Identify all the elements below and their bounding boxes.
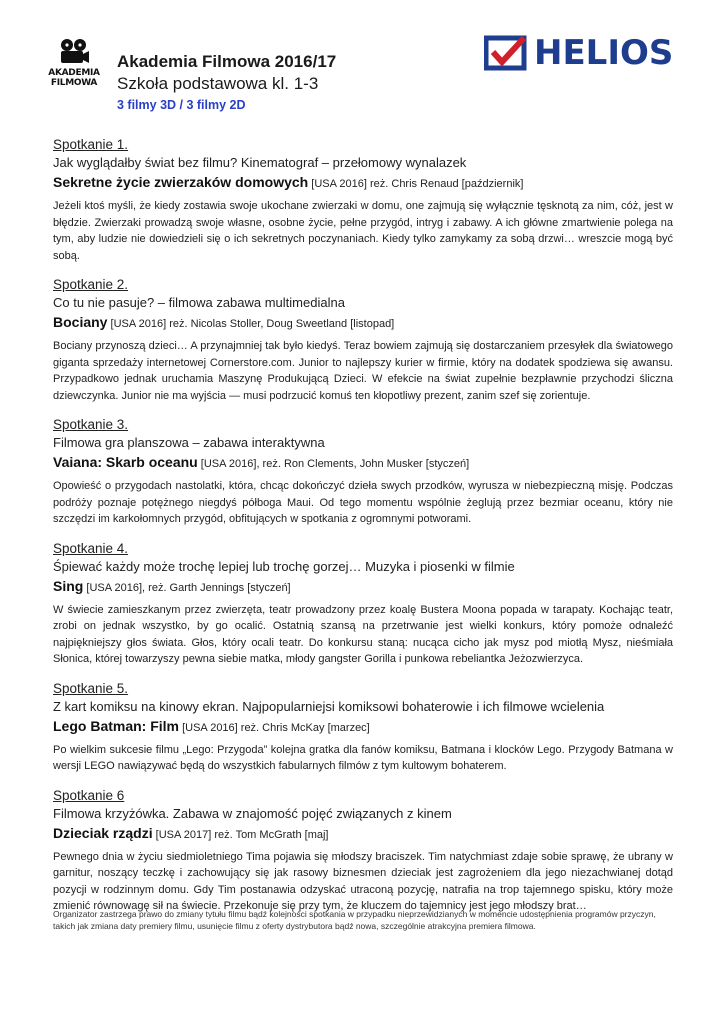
meeting-title: Spotkanie 6 xyxy=(53,787,125,803)
film-info xyxy=(53,576,673,598)
program-content xyxy=(53,136,673,927)
film-title: Dzieciak rządzi xyxy=(53,824,153,841)
akademia-filmowa-logo xyxy=(44,38,104,100)
meeting-section xyxy=(53,276,673,404)
meeting-theme: Co tu nie pasuje? – filmowa zabawa multimedialna xyxy=(53,295,345,310)
film-info xyxy=(53,452,673,474)
page-header xyxy=(44,33,697,118)
meeting-theme: Śpiewać każdy może trochę lepiej lub trochę gorzej… Muzyka i piosenki w filmie xyxy=(53,558,515,574)
helios-logo xyxy=(484,35,697,71)
meeting-theme: Filmowa krzyżówka. Zabawa w znajomość pojęć związanych z kinem xyxy=(53,805,452,821)
film-meta: [USA 2016] reż. Nicolas Stoller, Doug Sweetland [listopad] xyxy=(107,318,395,330)
films-count: 3 filmy 3D / 3 filmy 2D xyxy=(117,98,246,112)
film-meta: [USA 2016] reż. Chris Renaud [październik] xyxy=(308,178,524,190)
meeting-section xyxy=(53,416,673,528)
logo-word-top: AKADEMIA xyxy=(48,68,100,78)
film-title: Bociany xyxy=(53,314,108,330)
footer-disclaimer: Organizator zastrzega prawo do zmiany tytułu filmu bądź kolejności spotkania w przypadku nieprzewidzianych w momencie udostępnienia programów przyczyn, takich jak zmiana daty premiery filmu, usunięcie filmu z oferty dystrybutora bądź nowa, szczególnie atrakcyjna premiera filmowa. xyxy=(53,909,656,931)
meeting-theme: Filmowa gra planszowa – zabawa interaktywna xyxy=(53,435,325,450)
page-subtitle: Szkoła podstawowa kl. 1-3 xyxy=(117,74,319,93)
meeting-section xyxy=(53,680,673,775)
film-description: Po wielkim sukcesie filmu „Lego: Przygoda” kolejna gratka dla fanów komiksu, Batmana i klocków Lego. Przygody Batmana w wersji LEGO nawiązywać będą do wszystkich fabularnych filmów z tym kultowym bohaterem. xyxy=(53,743,673,772)
meeting-title: Spotkanie 5. xyxy=(53,680,129,696)
film-info xyxy=(53,823,673,845)
header-text-block xyxy=(117,51,336,114)
film-description: Bociany przynoszą dzieci… A przynajmniej tak było kiedyś. Teraz bowiem zajmują się dostarczaniem przesyłek dla światowego giganta sprzedaży internetowej Cornerstore.com. Junior to najlepszy kurier w firmie, który na dodatek spodziewa się awansu. Przypadkowo jednak uruchamia Maszynę Produkującą Dzieci. W efekcie na świat zupełnie bezpławnie przychodzi śliczna dziewczynka. Junior nie ma wyjścia — musi podrzucić komuś ten kłopotliwy prezent, zanim szef się zorientuje. xyxy=(53,340,673,402)
film-info xyxy=(53,172,673,194)
film-camera-icon xyxy=(58,38,90,66)
film-title: Sing xyxy=(53,577,84,594)
film-meta: [USA 2016] reż. Chris McKay [marzec] xyxy=(179,721,370,734)
checkmark-box-icon xyxy=(484,35,528,71)
film-description: Jeżeli ktoś myśli, że kiedy zostawia swoje ukochane zwierzaki w domu, one zajmują się wyłącznie tęsknotą za nim, cóż, jest w błędzie. Zwierzaki prowadzą swoje własne, osobne życie, pełne przygód, intryg i zabawy. A ich główne zmartwienie polega na tym, aby ludzie nie dowiedzieli się o ich sekretnych poczynaniach. Kiedy tylko zamykamy za sobą drzwi… wreszcie mogą być sobą. xyxy=(53,200,673,262)
film-description: Opowieść o przygodach nastolatki, która, chcąc dokończyć dzieła swych przodków, wyrusza w niebezpieczną misję. Podczas podróży poznaje potężnego niegdyś półboga Maui. Od tego momentu wspólnie żeglują przez bezmiar oceanu, który nie szczędzi im karkołomnych przygód, obfitujących w spotkania z ogromnymi potworami. xyxy=(53,480,673,525)
logo-word-bottom: FILMOWA xyxy=(50,78,98,88)
film-meta: [USA 2017] reż. Tom McGrath [maj] xyxy=(152,828,329,841)
meeting-title: Spotkanie 4. xyxy=(53,540,129,556)
meeting-section xyxy=(53,787,673,915)
meeting-title: Spotkanie 3. xyxy=(53,417,129,432)
film-title: Vaiana: Skarb oceanu xyxy=(53,454,198,470)
page-title: Akademia Filmowa 2016/17 xyxy=(117,52,337,71)
meeting-theme: Z kart komiksu na kinowy ekran. Najpopularniejsi komiksowi bohaterowie i ich filmowe wcielenia xyxy=(53,698,605,714)
film-meta: [USA 2016], reż. Ron Clements, John Musker [styczeń] xyxy=(197,458,470,470)
meeting-section xyxy=(53,136,673,264)
film-title: Lego Batman: Film xyxy=(53,717,180,734)
film-description: W świecie zamieszkanym przez zwierzęta, teatr prowadzony przez koalę Bustera Moona popada w tarapaty. Kochając teatr, zrobi on jednak wszystko, by go ocalić. Ostatnią szansą na przetrwanie jest wielki konkurs, który pomoże odnaleźć najpiękniejszy głos świata. Głos, który ocali teatr. Do konkursu staną: nucąca cicho jak mysz pod miotłą Mysz, nieśmiała Słonica, której towarzyszy pewna siebie matka, młody gangster Gorilla i punkowa rebeliantka Jeżozwierzyca. xyxy=(53,603,673,665)
film-meta: [USA 2016], reż. Garth Jennings [styczeń] xyxy=(83,581,291,594)
film-info xyxy=(53,716,673,738)
meeting-title: Spotkanie 2. xyxy=(53,277,129,292)
film-info xyxy=(53,312,673,334)
film-title: Sekretne życie zwierzaków domowych xyxy=(53,174,309,190)
meeting-title: Spotkanie 1. xyxy=(53,137,129,152)
film-description: Pewnego dnia w życiu siedmioletniego Tima pojawia się młodszy braciszek. Tim natychmiast zdaje sobie sprawę, że ubrany w garnitur, noszący teczkę i zachowujący się jak rasowy biznesmen dzieciak jest zagrożeniem dla jego niezachwianej dotąd pozycji w rodzinnym domu. Gdy Tim postanawia odzyskać utraconą pozycję, natrafia na trop tajemnego spisku, który może zmienić równowagę sił na świecie. Przekonuje się przy tym, że kluczem do tajemnicy jest jego młodszy brat… xyxy=(53,850,673,912)
meeting-section xyxy=(53,540,673,668)
helios-logo-text: HELIOS xyxy=(534,33,674,73)
meeting-theme: Jak wyglądałby świat bez filmu? Kinematograf – przełomowy wynalazek xyxy=(53,155,467,170)
